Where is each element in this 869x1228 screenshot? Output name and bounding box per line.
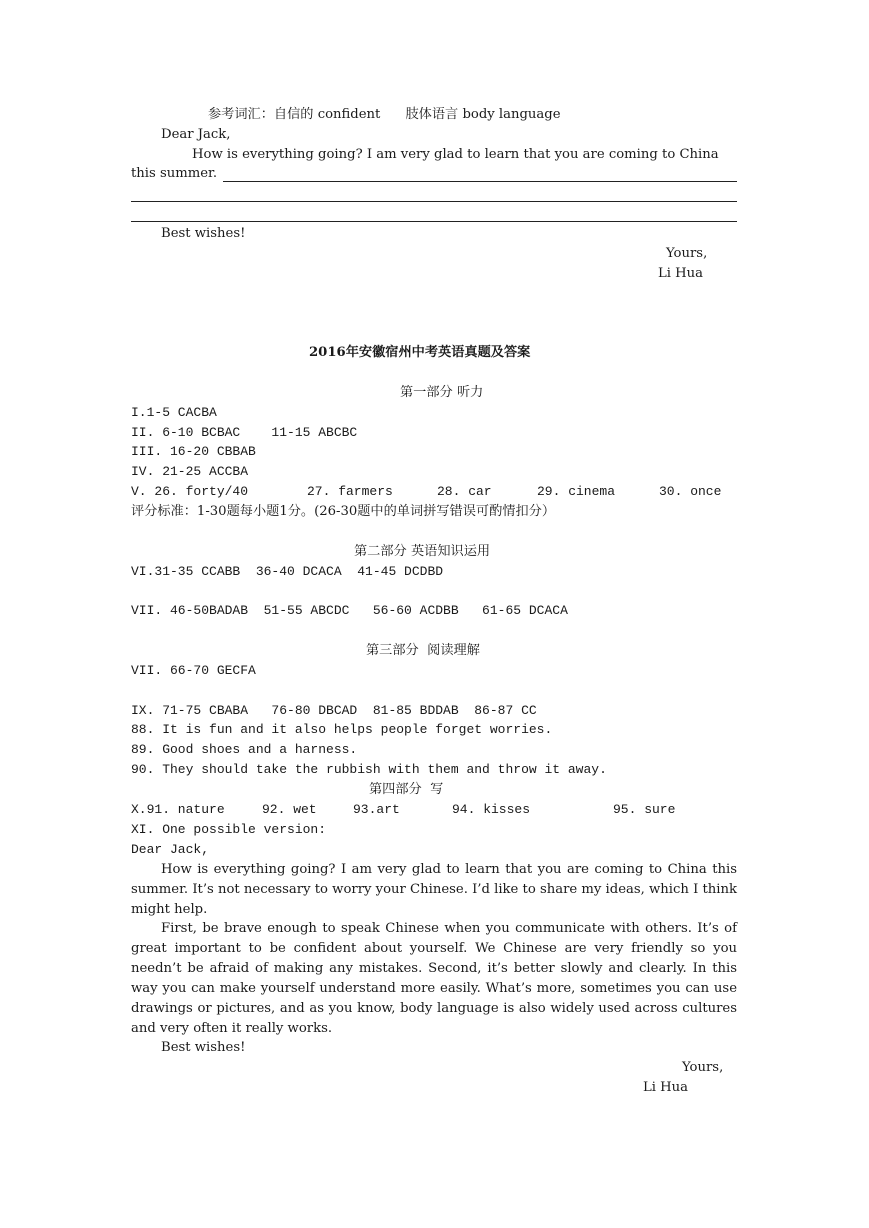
sample-greeting: Dear Jack,	[131, 842, 210, 857]
answer-line	[223, 181, 737, 182]
answer-27: 27. farmers	[307, 484, 393, 499]
part3-heading: 第三部分 阅读理解	[366, 643, 480, 658]
answer-90: 90. They should take the rubbish with them and throw it away.	[131, 762, 607, 777]
answer-94: 94. kisses	[452, 802, 531, 817]
letter-closing: Best wishes!	[161, 226, 246, 241]
answer-26: V. 26. forty/40	[131, 484, 249, 499]
part4-heading: 第四部分 写	[369, 782, 444, 797]
sample-heading: XI. One possible version:	[131, 822, 327, 837]
answer-line-71-87: IX. 71-75 CBABA 76-80 DBCAD 81-85 BDDAB 86-87 CC	[131, 703, 537, 718]
answer-line-31-45: VI.31-35 CCABB 36-40 DCACA 41-45 DCDBD	[131, 564, 444, 579]
answer-89: 89. Good shoes and a harness.	[131, 742, 358, 757]
answer-line-66-70: VII. 66-70 GECFA	[131, 663, 256, 678]
answer-91: X.91. nature	[131, 802, 225, 817]
answer-line-6-15: II. 6-10 BCBAC 11-15 ABCBC	[131, 425, 358, 440]
sample-paragraph-1: How is everything going? I am very glad to learn that you are coming to China this summer. It’s not necessary to worry your Chinese. I’d like to share my ideas, which I think might help.	[131, 862, 737, 917]
sample-signature: Li Hua	[643, 1080, 689, 1095]
answer-29: 29. cinema	[537, 484, 616, 499]
answer-28: 28. car	[437, 484, 492, 499]
sample-paragraph-2: First, be brave enough to speak Chinese when you communicate with others. It’s of great important to be confident about yourself. We Chinese are very friendly so you needn’t be afraid of making any mistakes. Second, it’s better slowly and clearly. In this way you can make yourself understand more easily. What’s more, sometimes you can use drawings or pictures, and as you know, body language is also widely used across cultures and very often it really works.	[131, 921, 737, 1036]
answer-line	[131, 221, 737, 222]
letter-yours: Yours,	[666, 246, 708, 261]
answer-line-46-65: VII. 46-50BADAB 51-55 ABCDC 56-60 ACDBB 61-65 DCACA	[131, 603, 568, 618]
answer-line-16-20: III. 16-20 CBBAB	[131, 444, 256, 459]
answer-line-21-25: IV. 21-25 ACCBA	[131, 464, 249, 479]
letter-opening-line: How is everything going? I am very glad to learn that you are coming to China	[192, 147, 719, 162]
answer-line	[131, 201, 737, 202]
letter-greeting: Dear Jack,	[161, 127, 231, 142]
page-title: 2016年安徽宿州中考英语真题及答案	[309, 345, 531, 360]
part1-heading: 第一部分 听力	[400, 385, 484, 400]
answer-93: 93.art	[353, 802, 400, 817]
scoring-note: 评分标准：1-30题每小题1分。(26-30题中的单词拼写错误可酌情扣分）	[131, 504, 556, 519]
letter-signature: Li Hua	[658, 266, 704, 281]
sample-yours: Yours,	[682, 1060, 724, 1075]
answer-95: 95. sure	[613, 802, 676, 817]
answer-88: 88. It is fun and it also helps people forget worries.	[131, 722, 553, 737]
answer-line-1-5: I.1-5 CACBA	[131, 405, 217, 420]
part2-heading: 第二部分 英语知识运用	[354, 544, 491, 559]
vocabulary-hint: 参考词汇：自信的 confident 肢体语言 body language	[208, 107, 561, 122]
sample-closing: Best wishes!	[161, 1040, 246, 1055]
answer-30: 30. once	[659, 484, 722, 499]
answer-92: 92. wet	[262, 802, 317, 817]
letter-opening-line-2: this summer.	[131, 166, 218, 181]
